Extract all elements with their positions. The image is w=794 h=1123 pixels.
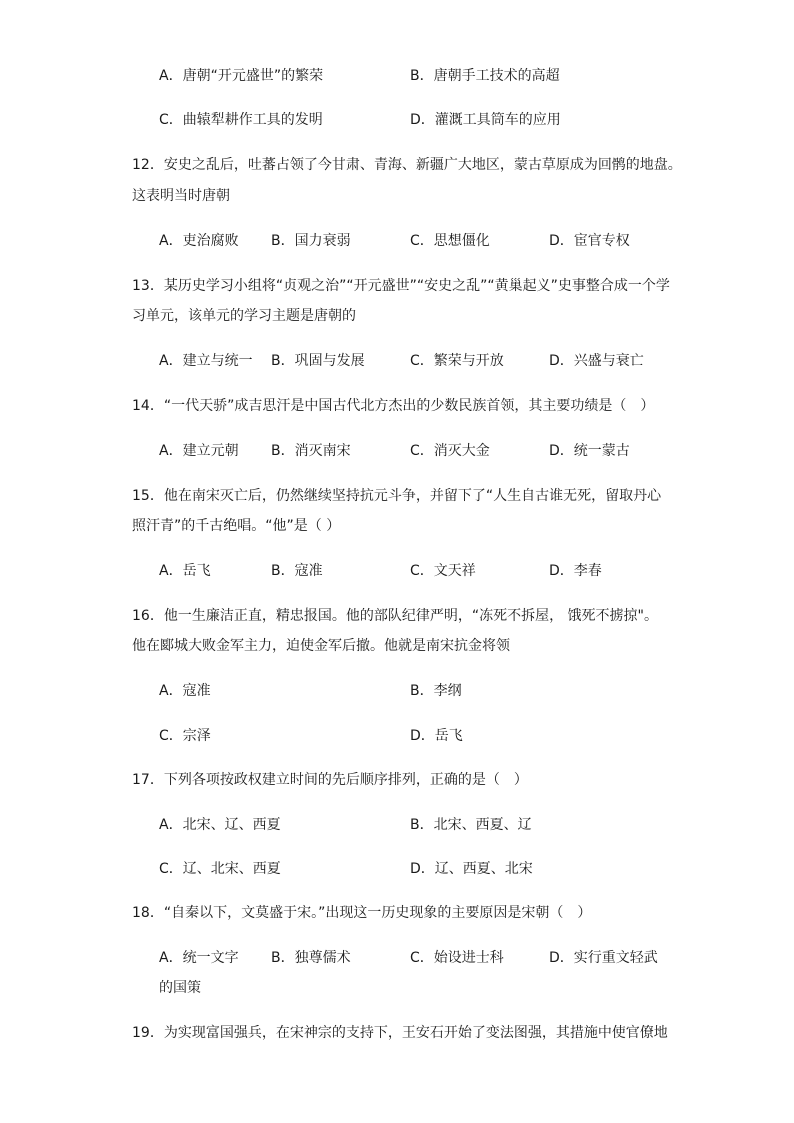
q11-option-a: A．唐朝“开元盛世”的繁荣 bbox=[159, 68, 324, 84]
q12-option-a: A．吏治腐败 bbox=[159, 233, 239, 249]
q16-option-b: B．李纲 bbox=[410, 683, 462, 699]
q17-option-d: D．辽、西夏、北宋 bbox=[410, 861, 533, 877]
q12-option-b: B．国力衰弱 bbox=[271, 233, 351, 249]
q18-option-d: D．实行重文轻武 bbox=[549, 950, 658, 966]
q11-option-d: D．灌溉工具筒车的应用 bbox=[410, 112, 561, 128]
q17-option-c: C．辽、北宋、西夏 bbox=[159, 861, 281, 877]
q16-option-c: C．宗泽 bbox=[159, 728, 211, 744]
q15-option-c: C．文天祥 bbox=[410, 563, 476, 579]
q15-option-a: A．岳飞 bbox=[159, 563, 211, 579]
q19-stem-line-1: 19．为实现富国强兵，在宋神宗的支持下，王安石开始了变法图强，其措施中使官僚地 bbox=[132, 1025, 668, 1041]
q16-option-d: D．岳飞 bbox=[410, 728, 463, 744]
q18-option-b: B．独尊儒术 bbox=[271, 950, 351, 966]
q18-stem-line-1: 18．“自秦以下，文莫盛于宋。”出现这一历史现象的主要原因是宋朝（ ） bbox=[132, 905, 592, 921]
q15-stem-line-2: 照汗青”的千古绝唱。“他”是（ ） bbox=[132, 518, 341, 534]
q14-option-b: B．消灭南宋 bbox=[271, 443, 351, 459]
q13-option-c: C．繁荣与开放 bbox=[410, 353, 504, 369]
q17-option-a: A．北宋、辽、西夏 bbox=[159, 817, 281, 833]
q11-option-c: C．曲辕犁耕作工具的发明 bbox=[159, 112, 323, 128]
q15-stem-line-1: 15．他在南宋灭亡后，仍然继续坚持抗元斗争，并留下了“人生自古谁无死，留取丹心 bbox=[132, 488, 662, 504]
q12-stem-line-1: 12．安史之乱后，吐蕃占领了今甘肃、青海、新疆广大地区，蒙古草原成为回鹘的地盘。 bbox=[132, 157, 682, 173]
q15-option-b: B．寇准 bbox=[271, 563, 323, 579]
q16-stem-line-1: 16．他一生廉洁正直，精忠报国。他的部队纪律严明，“冻死不拆屋， 饿死不掳掠"。 bbox=[132, 608, 658, 624]
q13-stem-line-1: 13．某历史学习小组将“贞观之治”“开元盛世”“安史之乱”“黄巢起义”史事整合成一个学 bbox=[132, 278, 670, 294]
q18-option-a: A．统一文字 bbox=[159, 950, 239, 966]
q14-option-d: D．统一蒙古 bbox=[549, 443, 630, 459]
q12-option-c: C．思想僵化 bbox=[410, 233, 490, 249]
q11-option-b: B．唐朝手工技术的高超 bbox=[410, 68, 560, 84]
q15-option-d: D．李春 bbox=[549, 563, 602, 579]
q13-option-b: B．巩固与发展 bbox=[271, 353, 365, 369]
q12-option-d: D．宦官专权 bbox=[549, 233, 630, 249]
q18-option-d-continuation: 的国策 bbox=[159, 980, 201, 996]
q13-stem-line-2: 习单元，该单元的学习主题是唐朝的 bbox=[132, 308, 356, 324]
q16-stem-line-2: 他在郾城大败金军主力，迫使金军后撤。他就是南宋抗金将领 bbox=[132, 638, 510, 654]
q18-option-c: C．始设进士科 bbox=[410, 950, 504, 966]
q14-option-a: A．建立元朝 bbox=[159, 443, 239, 459]
q13-option-a: A．建立与统一 bbox=[159, 353, 253, 369]
q12-stem-line-2: 这表明当时唐朝 bbox=[132, 188, 230, 204]
q17-stem-line-1: 17．下列各项按政权建立时间的先后顺序排列，正确的是（ ） bbox=[132, 772, 528, 788]
q13-option-d: D．兴盛与衰亡 bbox=[549, 353, 644, 369]
q17-option-b: B．北宋、西夏、辽 bbox=[410, 817, 532, 833]
q16-option-a: A．寇准 bbox=[159, 683, 211, 699]
q14-option-c: C．消灭大金 bbox=[410, 443, 490, 459]
q14-stem-line-1: 14．“一代天骄”成吉思汗是中国古代北方杰出的少数民族首领，其主要功绩是（ ） bbox=[132, 398, 655, 414]
